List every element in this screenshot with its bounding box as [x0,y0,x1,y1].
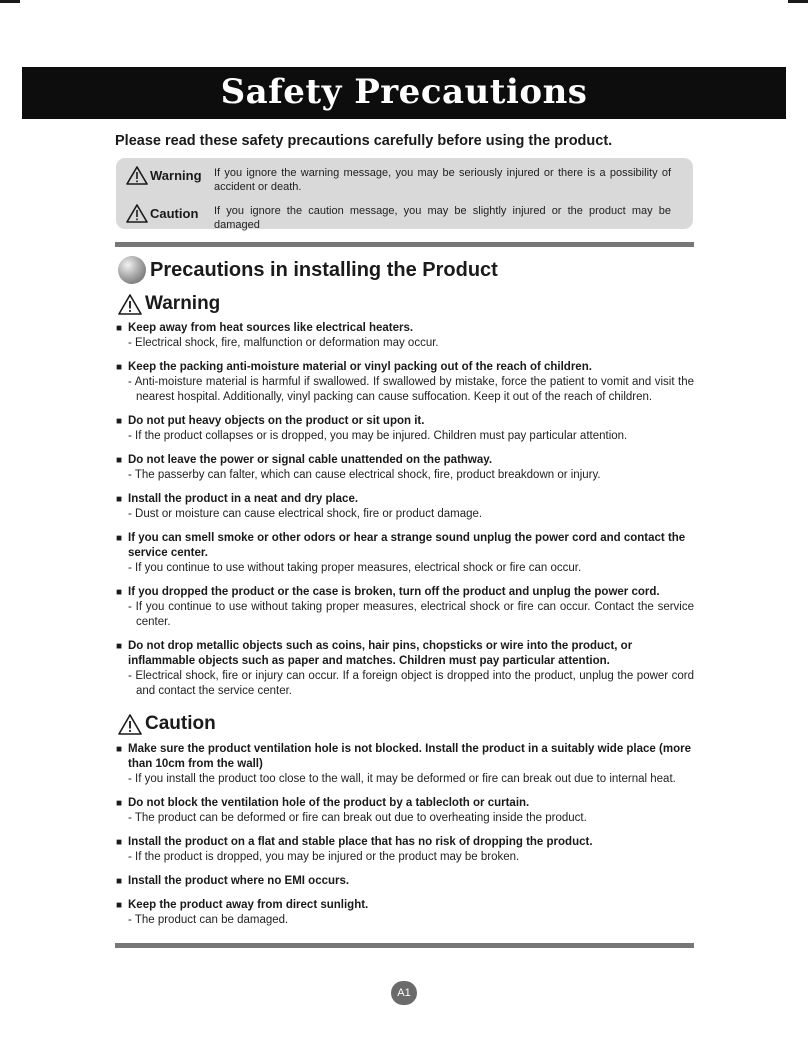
caution-item [116,898,694,928]
square-bullet-icon: ■ [116,455,123,466]
crop-mark-left [0,0,20,3]
warning-item-detail: - Anti-moisture material is harmful if swallowed. If swallowed by mistake, force the patient to vomit and visit the nearest hospital. Additionally, vinyl packing can cause suffocation. Keep it out of the reach of children. [128,376,694,403]
warning-item [116,453,694,483]
caution-list [116,742,694,937]
caution-item-heading: ■ Install the product where no EMI occurs. [116,875,350,887]
caution-item [116,874,694,889]
caution-legend-text: If you ignore the caution message, you may be slightly injured or the product may be damaged [214,205,671,231]
square-bullet-icon: ■ [116,641,123,652]
square-bullet-icon: ■ [116,798,123,809]
caution-item-detail: - If the product is dropped, you may be injured or the product may be broken. [128,851,520,863]
section-heading [118,256,498,284]
warning-item [116,414,694,444]
caution-legend-row [126,204,671,232]
warning-item-heading: ■ If you dropped the product or the case is broken, turn off the product and unplug the power cord. [116,586,660,598]
warning-item-detail: - If you continue to use without taking proper measures, electrical shock or fire can occur. [128,562,582,574]
intro-text: Please read these safety precautions carefully before using the product. [115,133,613,149]
page-number-badge: A1 [391,981,417,1005]
warning-list [116,321,694,708]
warning-legend-text: If you ignore the warning message, you may be seriously injured or there is a possibility of accident or death. [214,167,671,193]
caution-legend-label: Caution [150,205,199,221]
caution-triangle-icon [126,204,148,223]
warning-item-heading: ■ Install the product in a neat and dry place. [116,493,359,505]
sphere-bullet-icon [118,256,146,284]
divider-top [115,242,694,247]
caution-item [116,742,694,787]
warning-heading-label: Warning [145,293,221,314]
notice-legend-box [116,158,693,229]
caution-item-heading: ■ Keep the product away from direct sunlight. [116,899,369,911]
warning-legend-label: Warning [150,167,202,183]
square-bullet-icon: ■ [116,876,123,887]
caution-triangle-icon [118,714,142,735]
warning-triangle-icon [126,166,148,185]
warning-item-detail: - Electrical shock, fire or injury can occur. If a foreign object is dropped into the product, unplug the power cord and contact the service center. [128,670,694,697]
crop-mark-right [788,0,808,3]
warning-item-heading: ■ If you can smell smoke or other odors or hear a strange sound unplug the power cord and contact the service center. [116,532,686,559]
square-bullet-icon: ■ [116,323,123,334]
warning-legend-row [126,166,671,194]
warning-item [116,639,694,699]
warning-item-detail: - If the product collapses or is dropped, you may be injured. Children must pay particular attention. [128,430,628,442]
caution-item-heading: ■ Do not block the ventilation hole of the product by a tablecloth or curtain. [116,797,530,809]
warning-item [116,531,694,576]
warning-item-heading: ■ Do not put heavy objects on the product or sit upon it. [116,415,425,427]
warning-triangle-icon [118,294,142,315]
warning-item-detail: - Dust or moisture can cause electrical shock, fire or product damage. [128,508,483,520]
warning-heading [118,293,220,315]
section-title: Precautions in installing the Product [150,258,498,281]
caution-heading-label: Caution [145,713,216,734]
caution-item-detail: - The product can be damaged. [128,914,289,926]
page-title: Safety Precautions [220,72,588,112]
warning-item-detail: - The passerby can falter, which can cause electrical shock, fire, product breakdown or injury. [128,469,601,481]
warning-item [116,585,694,630]
warning-item-heading: ■ Keep the packing anti-moisture material or vinyl packing out of the reach of children. [116,361,592,373]
square-bullet-icon: ■ [116,900,123,911]
warning-item [116,321,694,351]
caution-item [116,796,694,826]
square-bullet-icon: ■ [116,494,123,505]
square-bullet-icon: ■ [116,587,123,598]
title-banner [22,67,786,119]
square-bullet-icon: ■ [116,744,123,755]
square-bullet-icon: ■ [116,416,123,427]
caution-item-heading: ■ Make sure the product ventilation hole is not blocked. Install the product in a suitably wide place (more than 10cm from the wall) [116,743,691,770]
square-bullet-icon: ■ [116,533,123,544]
caution-item [116,835,694,865]
warning-item-detail: - If you continue to use without taking proper measures, electrical shock or fire can occur. Contact the service center. [128,601,694,628]
caution-heading [118,713,216,735]
caution-item-detail: - The product can be deformed or fire can break out due to overheating inside the product. [128,812,587,824]
warning-item-heading: ■ Do not leave the power or signal cable unattended on the pathway. [116,454,493,466]
divider-bottom [115,943,694,948]
caution-item-detail: - If you install the product too close to the wall, it may be deformed or fire can break out due to internal heat. [128,773,676,785]
warning-item [116,360,694,405]
warning-item-heading: ■ Do not drop metallic objects such as coins, hair pins, chopsticks or wire into the product, or inflammable objects such as paper and matches. Children must pay particular attention. [116,640,633,667]
warning-item-detail: - Electrical shock, fire, malfunction or deformation may occur. [128,337,439,349]
warning-item [116,492,694,522]
warning-item-heading: ■ Keep away from heat sources like electrical heaters. [116,322,414,334]
caution-item-heading: ■ Install the product on a flat and stable place that has no risk of dropping the product. [116,836,593,848]
square-bullet-icon: ■ [116,837,123,848]
square-bullet-icon: ■ [116,362,123,373]
